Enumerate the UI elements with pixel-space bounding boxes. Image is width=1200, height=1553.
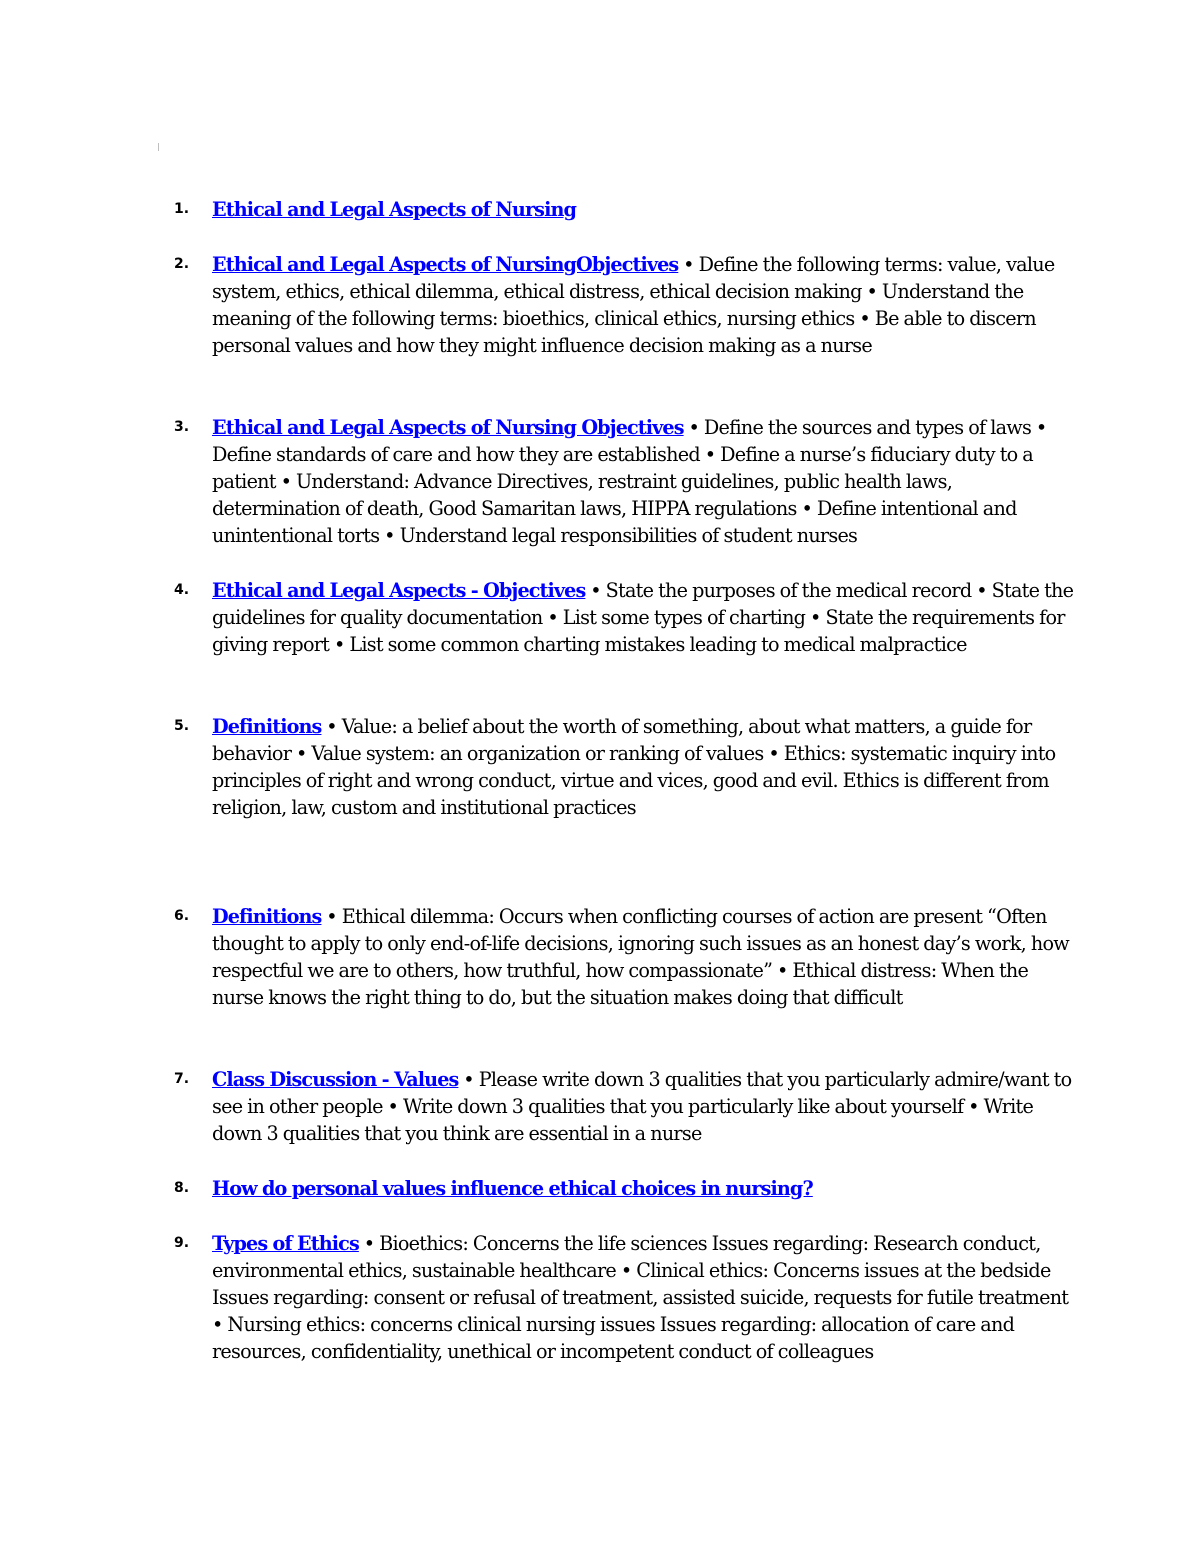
item-content bbox=[212, 577, 1074, 658]
item-number: 1. bbox=[174, 201, 190, 217]
item-link[interactable]: Ethical and Legal Aspects of NursingObjectives bbox=[212, 253, 679, 276]
item-content bbox=[212, 1066, 1074, 1147]
item-text: • Define the following terms: value, value system, ethics, ethical dilemma, ethical distress, ethical decision making • Understand the meaning of the following terms: bioethics, clinical ethics, nursing ethics • Be able to discern personal values and how they might influence decision making as a nurse bbox=[212, 253, 1055, 357]
item-text: • Define the sources and types of laws • Define standards of care and how they are established • Define a nurse’s fiduciary duty to a patient • Understand: Advance Directives, restraint guidelines, public health laws, determination of death, Good Samaritan laws, HIPPA regulations • Define intentional and unintentional torts • Understand legal responsibilities of student nurses bbox=[212, 416, 1047, 547]
item-link[interactable]: Class Discussion - Values bbox=[212, 1068, 459, 1091]
item-number: 4. bbox=[174, 582, 190, 598]
item-text: • Please write down 3 qualities that you particularly admire/want to see in other people • Write down 3 qualities that you particularly like about yourself • Write down 3 qualities that you think are essential in a nurse bbox=[212, 1068, 1072, 1145]
item-content bbox=[212, 903, 1074, 1011]
margin-mark bbox=[158, 143, 159, 151]
item-link[interactable]: Ethical and Legal Aspects of Nursing Objectives bbox=[212, 416, 684, 439]
item-content bbox=[212, 196, 1074, 223]
item-link[interactable]: How do personal values influence ethical choices in nursing? bbox=[212, 1177, 813, 1200]
item-link[interactable]: Ethical and Legal Aspects of Nursing bbox=[212, 198, 577, 221]
item-link[interactable]: Definitions bbox=[212, 905, 322, 928]
item-content bbox=[212, 1230, 1074, 1365]
item-content bbox=[212, 414, 1074, 549]
item-content bbox=[212, 713, 1074, 821]
item-number: 5. bbox=[174, 718, 190, 734]
item-text: • Ethical dilemma: Occurs when conflicting courses of action are present “Often thought to apply to only end-of-life decisions, ignoring such issues as an honest day’s work, how respectful we are to others, how truthful, how compassionate” • Ethical distress: When the nurse knows the right thing to do, but the situation makes doing that difficult bbox=[212, 905, 1069, 1009]
item-content bbox=[212, 251, 1074, 359]
item-number: 7. bbox=[174, 1071, 190, 1087]
item-text: • Bioethics: Concerns the life sciences Issues regarding: Research conduct, environmental ethics, sustainable healthcare • Clinical ethics: Concerns issues at the bedside Issues regarding: consent or refusal of treatment, assisted suicide, requests for futile treatment • Nursing ethics: concerns clinical nursing issues Issues regarding: allocation of care and resources, confidentiality, unethical or incompetent conduct of colleagues bbox=[212, 1232, 1069, 1363]
item-number: 2. bbox=[174, 256, 190, 272]
item-link[interactable]: Types of Ethics bbox=[212, 1232, 359, 1255]
item-text: • State the purposes of the medical record • State the guidelines for quality documentation • List some types of charting • State the requirements for giving report • List some common charting mistakes leading to medical malpractice bbox=[212, 579, 1074, 656]
item-number: 3. bbox=[174, 419, 190, 435]
item-number: 8. bbox=[174, 1180, 190, 1196]
item-number: 6. bbox=[174, 908, 190, 924]
item-content bbox=[212, 1175, 1074, 1202]
item-link[interactable]: Definitions bbox=[212, 715, 322, 738]
item-text: • Value: a belief about the worth of something, about what matters, a guide for behavior • Value system: an organization or ranking of values • Ethics: systematic inquiry into principles of right and wrong conduct, virtue and vices, good and evil. Ethics is different from religion, law, custom and institutional practices bbox=[212, 715, 1056, 819]
item-number: 9. bbox=[174, 1235, 190, 1251]
item-link[interactable]: Ethical and Legal Aspects - Objectives bbox=[212, 579, 586, 602]
